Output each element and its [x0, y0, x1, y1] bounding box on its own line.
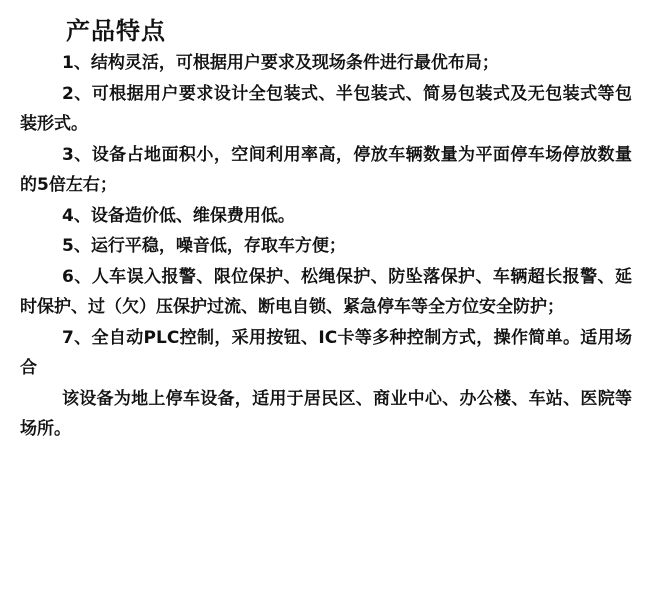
- product-features-document: [20, 14, 632, 445]
- feature-item-5: 5、运行平稳，噪音低，存取车方便；: [62, 236, 346, 256]
- feature-item-4: 4、设备造价低、维保费用低。: [62, 205, 295, 226]
- feature-item-7: 7、全自动PLC控制，采用按钮、IC卡等多种控制方式，操作简单。适用场合: [20, 327, 632, 378]
- section-title: 产品特点: [66, 17, 166, 45]
- feature-item-2: 2、可根据用户要求设计全包装式、半包装式、简易包装式及无包装式等包装形式。: [20, 83, 632, 134]
- feature-item-3: 3、设备占地面积小，空间利用率高，停放车辆数量为平面停车场停放数量的5倍左右；: [20, 144, 632, 195]
- feature-item-6: 6、人车误入报警、限位保护、松绳保护、防坠落保护、车辆超长报警、延时保护、过（欠）压保护过流、断电自锁、紧急停车等全方位安全防护；: [20, 266, 632, 317]
- application-paragraph: 该设备为地上停车设备，适用于居民区、商业中心、办公楼、车站、医院等场所。: [20, 388, 632, 439]
- feature-item-1: 1、结构灵活，可根据用户要求及现场条件进行最优布局；: [62, 53, 499, 73]
